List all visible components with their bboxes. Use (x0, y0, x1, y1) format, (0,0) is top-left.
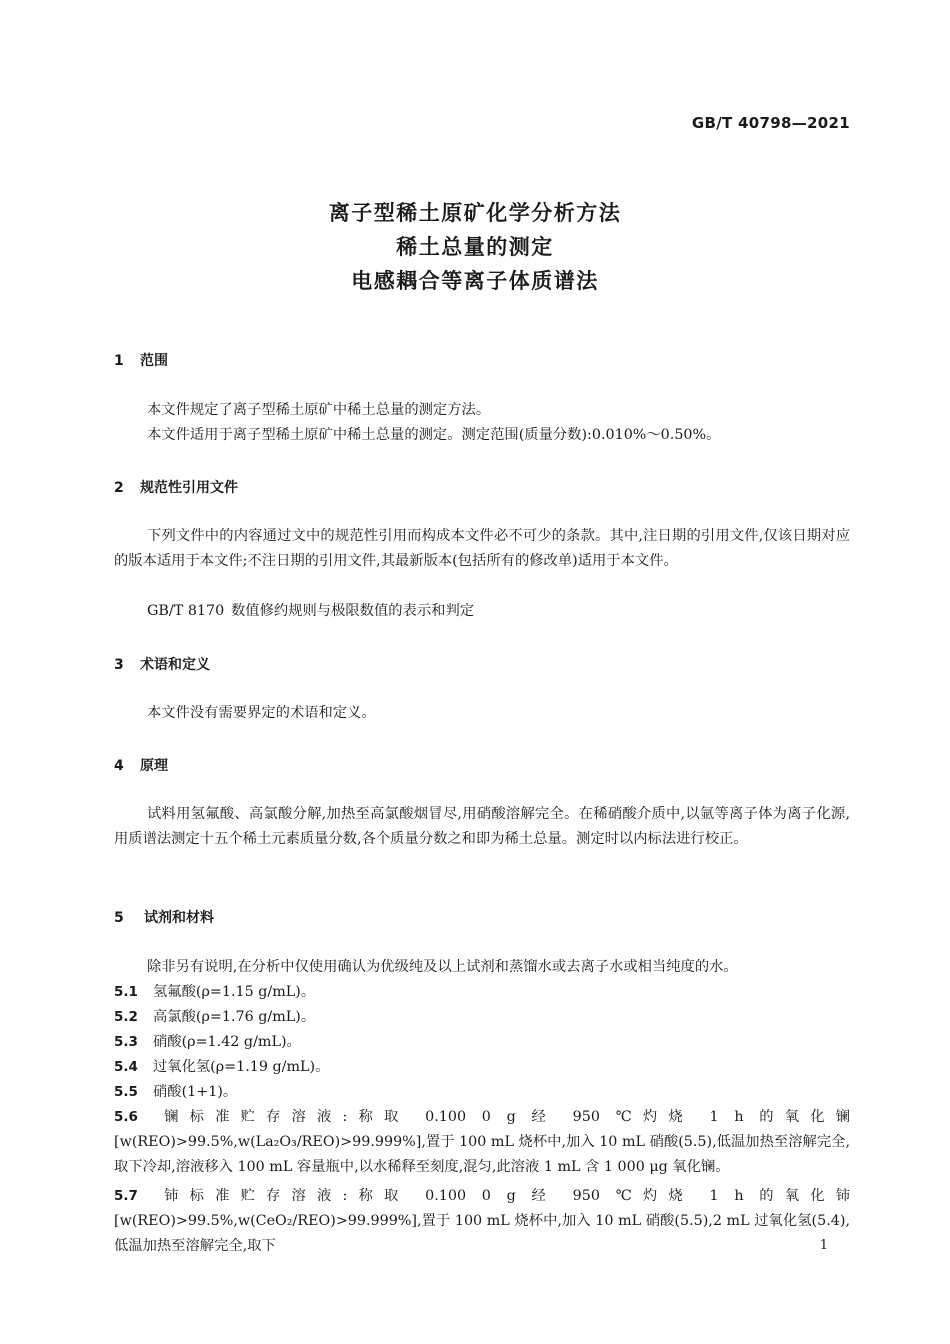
reference-title: 数值修约规则与极限数值的表示和判定 (231, 603, 475, 619)
item-number: 5.1 (114, 984, 138, 1000)
section-number: 4 (114, 758, 124, 774)
reagent-item (114, 1080, 237, 1105)
document-title (0, 196, 950, 298)
reagent-item (114, 1184, 850, 1259)
section-3-heading (114, 654, 210, 674)
item-text: 高氯酸(ρ=1.76 g/mL)。 (153, 1009, 316, 1025)
section-title: 范围 (140, 353, 168, 369)
section-number: 2 (114, 480, 124, 496)
item-text: 硝酸(1+1)。 (153, 1084, 238, 1100)
reagent-item (114, 1055, 329, 1080)
section-title: 术语和定义 (140, 657, 210, 673)
title-line-2: 稀土总量的测定 (396, 235, 554, 259)
reagent-item (114, 1030, 301, 1055)
item-number: 5.4 (114, 1059, 138, 1075)
section-2-paragraph: 下列文件中的内容通过文中的规范性引用而构成本文件必不可少的条款。其中,注日期的引用文件,仅该日期对应的版本适用于本文件;不注日期的引用文件,其最新版本(包括所有的修改单)适用于本文件。 (114, 528, 850, 569)
section-number: 3 (114, 657, 124, 673)
item-number: 5.2 (114, 1009, 138, 1025)
title-line-1: 离子型稀土原矿化学分析方法 (328, 201, 622, 225)
section-1-heading (114, 350, 168, 370)
section-title: 规范性引用文件 (140, 480, 238, 496)
normative-reference (147, 599, 474, 624)
item-text: 铈标准贮存溶液:称取 0.100 0 g 经 950 ℃灼烧 1 h 的氧化铈 [w(REO)>99.5%,w(CeO₂/REO)>99.999%],置于 100 mL 烧杯中,加入 10 mL 硝酸(5.5),2 mL 过氧化氢(5.4),低温加热至溶解完全,取下 (114, 1188, 850, 1254)
section-number: 1 (114, 353, 124, 369)
page-number: 1 (819, 1238, 828, 1253)
item-text: 镧标准贮存溶液:称取 0.100 0 g 经 950 ℃灼烧 1 h 的氧化镧 [w(REO)>99.5%,w(La₂O₃/REO)>99.999%],置于 100 mL 烧杯中,加入 10 mL 硝酸(5.5),低温加热至溶解完全,取下冷却,溶液移入 100 mL 容量瓶中,以水稀释至刻度,混匀,此溶液 1 mL 含 1 000 μg 氧化镧。 (114, 1109, 850, 1175)
reference-code: GB/T 8170 (147, 603, 225, 619)
section-1-paragraph-1: 本文件规定了离子型稀土原矿中稀土总量的测定方法。 (147, 402, 491, 418)
item-text: 氢氟酸(ρ=1.15 g/mL)。 (153, 984, 316, 1000)
section-title: 原理 (140, 758, 168, 774)
reagent-item (114, 980, 315, 1005)
item-text: 过氧化氢(ρ=1.19 g/mL)。 (153, 1059, 330, 1075)
reagent-item (114, 1005, 315, 1030)
standard-code: GB/T 40798—2021 (691, 114, 850, 132)
section-5-intro: 除非另有说明,在分析中仅使用确认为优级纯及以上试剂和蒸馏水或去离子水或相当纯度的水。 (147, 959, 738, 975)
reagent-item (114, 1105, 850, 1180)
section-1-paragraph-2: 本文件适用于离子型稀土原矿中稀土总量的测定。测定范围(质量分数):0.010%～0.50%。 (147, 427, 721, 443)
section-4-paragraph: 试料用氢氟酸、高氯酸分解,加热至高氯酸烟冒尽,用硝酸溶解完全。在稀硝酸介质中,以氩等离子体为离子化源,用质谱法测定十五个稀土元素质量分数,各个质量分数之和即为稀土总量。测定时以内标法进行校正。 (114, 806, 850, 847)
section-title: 试剂和材料 (144, 910, 214, 926)
item-text: 硝酸(ρ=1.42 g/mL)。 (153, 1034, 301, 1050)
title-line-3: 电感耦合等离子体质谱法 (351, 269, 599, 293)
section-5-heading (114, 907, 214, 927)
section-number: 5 (114, 910, 124, 926)
item-number: 5.6 (114, 1109, 138, 1125)
section-4-heading (114, 755, 168, 775)
item-number: 5.7 (114, 1188, 138, 1204)
section-2-heading (114, 477, 238, 497)
item-number: 5.3 (114, 1034, 138, 1050)
section-3-paragraph: 本文件没有需要界定的术语和定义。 (147, 705, 376, 721)
item-number: 5.5 (114, 1084, 138, 1100)
